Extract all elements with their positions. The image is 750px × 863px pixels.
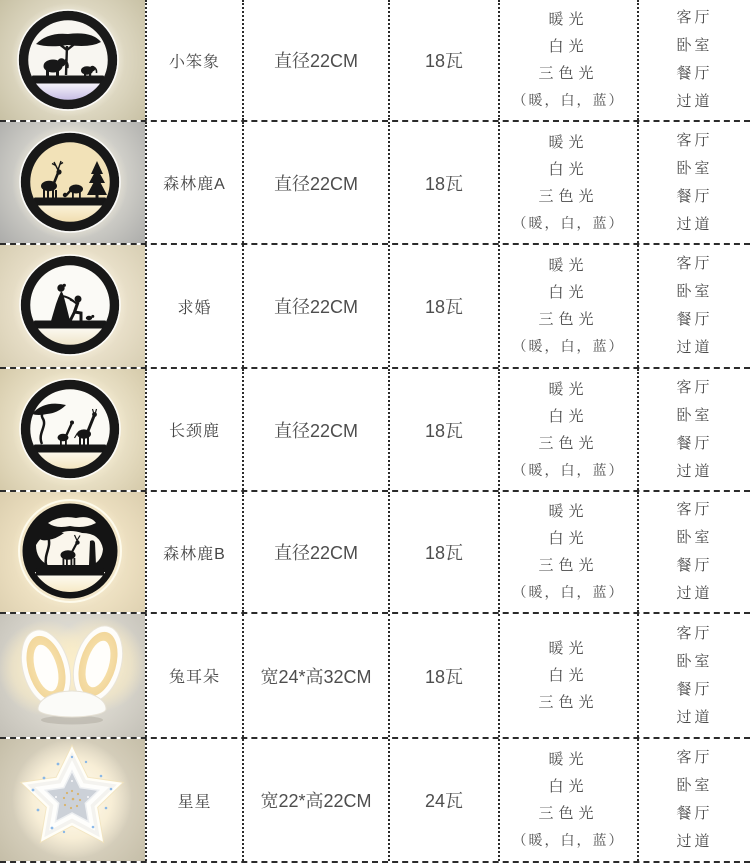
light-mode-item: （暖，白，蓝） [512, 338, 625, 354]
room-item: 过道 [676, 215, 713, 233]
room-item: 客厅 [676, 131, 713, 149]
suitable-rooms [637, 614, 750, 737]
room-item: 餐厅 [676, 805, 713, 822]
light-mode-item: 暖光 [548, 503, 589, 520]
room-item: 客厅 [676, 749, 713, 766]
product-name: 森林鹿A [145, 122, 242, 243]
room-item: 卧室 [676, 283, 713, 300]
light-mode-item: 暖光 [548, 133, 589, 151]
product-row [0, 612, 750, 737]
light-modes [498, 369, 637, 490]
light-modes [498, 122, 637, 243]
room-item: 过道 [676, 833, 713, 850]
light-mode-item: 白光 [548, 407, 589, 425]
product-photo [0, 122, 145, 243]
forest-deer-a-lamp-photo [0, 122, 145, 243]
light-mode-item: 白光 [548, 160, 589, 178]
light-modes [498, 739, 637, 861]
product-size: 直径22CM [242, 245, 388, 367]
room-item: 过道 [676, 462, 713, 480]
product-name: 小笨象 [145, 0, 242, 120]
product-size: 直径22CM [242, 492, 388, 612]
light-mode-item: 白光 [548, 284, 589, 301]
room-item: 过道 [676, 93, 713, 110]
room-item: 客厅 [676, 255, 713, 272]
room-item: 过道 [676, 339, 713, 356]
forest-deer-b-lamp-photo [0, 492, 145, 612]
product-wattage: 18瓦 [388, 492, 498, 612]
proposal-couple-lamp-photo [0, 245, 145, 367]
room-item: 过道 [676, 708, 713, 726]
product-size: 直径22CM [242, 122, 388, 243]
star-lamp-photo [0, 739, 145, 861]
suitable-rooms [637, 122, 750, 243]
light-mode-item: 三色光 [538, 65, 599, 82]
room-item: 卧室 [676, 37, 713, 54]
suitable-rooms [637, 492, 750, 612]
product-row [0, 120, 750, 243]
light-modes [498, 0, 637, 120]
giraffe-lamp-photo [0, 369, 145, 490]
suitable-rooms [637, 245, 750, 367]
room-item: 餐厅 [676, 311, 713, 328]
product-wattage: 18瓦 [388, 369, 498, 490]
room-item: 卧室 [676, 777, 713, 794]
room-item: 餐厅 [676, 680, 713, 698]
light-mode-item: 白光 [548, 778, 589, 795]
room-item: 餐厅 [676, 557, 713, 574]
room-item: 卧室 [676, 652, 713, 670]
product-name: 兔耳朵 [145, 614, 242, 737]
light-mode-item: 三色光 [538, 187, 599, 205]
light-mode-item: 暖光 [548, 751, 589, 768]
product-row [0, 243, 750, 367]
room-item: 客厅 [676, 624, 713, 642]
product-size: 直径22CM [242, 0, 388, 120]
light-mode-item: 暖光 [548, 257, 589, 274]
product-size: 直径22CM [242, 369, 388, 490]
product-wattage: 18瓦 [388, 614, 498, 737]
room-item: 客厅 [676, 378, 713, 396]
product-name: 长颈鹿 [145, 369, 242, 490]
light-mode-item: 白光 [548, 38, 589, 55]
product-size: 宽22*高22CM [242, 739, 388, 861]
product-size: 宽24*高32CM [242, 614, 388, 737]
product-wattage: 18瓦 [388, 122, 498, 243]
rabbit-ears-lamp-photo [0, 614, 145, 737]
light-mode-item: （暖，白，蓝） [512, 832, 625, 848]
room-item: 卧室 [676, 159, 713, 177]
room-item: 餐厅 [676, 65, 713, 82]
elephant-lamp-photo [0, 0, 145, 120]
light-modes [498, 614, 637, 737]
room-item: 卧室 [676, 406, 713, 424]
light-mode-item: 暖光 [548, 11, 589, 28]
light-mode-item: 三色光 [538, 694, 599, 711]
suitable-rooms [637, 739, 750, 861]
room-item: 卧室 [676, 529, 713, 546]
product-row [0, 490, 750, 612]
product-name: 星星 [145, 739, 242, 861]
product-name: 森林鹿B [145, 492, 242, 612]
product-photo [0, 0, 145, 120]
light-mode-item: 三色光 [538, 805, 599, 822]
light-mode-item: （暖，白，蓝） [512, 584, 625, 600]
room-item: 餐厅 [676, 187, 713, 205]
light-mode-item: 白光 [548, 530, 589, 547]
product-wattage: 24瓦 [388, 739, 498, 861]
product-name: 求婚 [145, 245, 242, 367]
room-item: 客厅 [676, 501, 713, 518]
product-photo [0, 245, 145, 367]
light-mode-item: （暖，白，蓝） [512, 461, 625, 478]
room-item: 餐厅 [676, 434, 713, 452]
product-row [0, 0, 750, 120]
product-photo [0, 492, 145, 612]
light-mode-item: （暖，白，蓝） [512, 92, 625, 108]
light-modes [498, 492, 637, 612]
product-wattage: 18瓦 [388, 0, 498, 120]
light-mode-item: 暖光 [548, 640, 589, 657]
light-mode-item: 三色光 [538, 557, 599, 574]
light-mode-item: （暖，白，蓝） [512, 214, 625, 231]
room-item: 客厅 [676, 9, 713, 26]
product-photo [0, 739, 145, 861]
product-row [0, 737, 750, 861]
product-row [0, 367, 750, 490]
suitable-rooms [637, 0, 750, 120]
product-photo [0, 369, 145, 490]
light-mode-item: 白光 [548, 667, 589, 684]
light-mode-item: 暖光 [548, 380, 589, 398]
room-item: 过道 [676, 585, 713, 602]
product-wattage: 18瓦 [388, 245, 498, 367]
light-modes [498, 245, 637, 367]
light-mode-item: 三色光 [538, 311, 599, 328]
suitable-rooms [637, 369, 750, 490]
product-photo [0, 614, 145, 737]
light-mode-item: 三色光 [538, 434, 599, 452]
